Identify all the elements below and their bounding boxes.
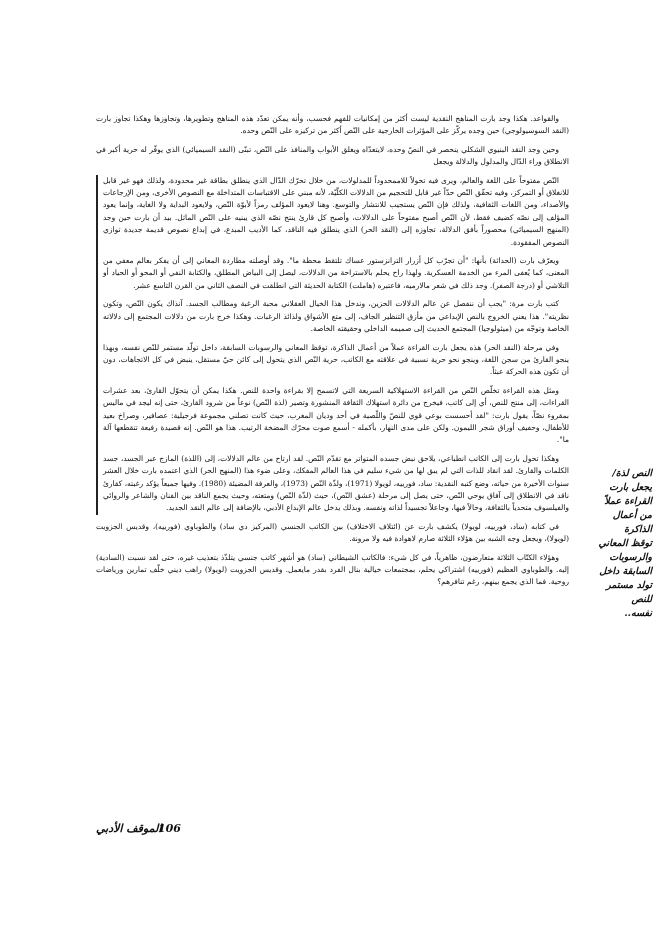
pull-quote-line: توقظ المعاني والرسوبات bbox=[598, 538, 652, 563]
paragraph: النّص مفتوحاً على اللغة والعالم، ويرى فيه تحولاً للاممحدوداً للمدلولات، من خلال تحرّك الدّال الذي ينطلق بطاقة غير محدودة، ولذلك فهو غير قابل للانغلاق أو التمركز، وفيه تحقّق النّص حدّاً غير قابل للتحجيم من الدلالات الكلّيّة، لأنه مبني على الاقتباسات المتداخلة مع النصوص الأخرى، ومن الإرجاعات والأصداء، ومن اللغات الثقافية، ولذلك فإن النّص يستجيب للانتشار والتوسع. وهنا لايعود المؤلف رمزاً لأبوّة النّص، ولايعود البداية ولا الغاية، وإنما يعود المؤلف إلى نصّه كضيف فقط، لأن النّص أصبح مفتوحاً على الدلالات، وأصبح كل قارئ ينتج نصّه الذي يبنيه على النّص الماثل. بيد أن بارت حين وجد (المنهج السيميائي) محصوراً بأفق الدلالة، تجاوزه إلى (النقد الحر) الذي ينطلق فيه الناقد، كما الأديب المبدع، في إبداع نصوص قديمة جديدة توازي النصوص المفقودة. bbox=[103, 175, 569, 247]
pull-quote bbox=[586, 467, 652, 621]
pull-quote-line: نفسه.. bbox=[624, 608, 652, 619]
paragraph: كتب بارت مرة: "يجب أن ننفصل عن عالم الدلالات الحزين، وندخل هذا الخيال العقلاني محبة الرغبة ومطالب الجسد. آنذاك يكون النّص، وتكون نظريته". هذا يعني الخروج بالنص الإبداعي من مأزق التنظير الجاف، إلى متع الأشواق ولذائذ الرغبات. وهكذا خرج بارت من دلالات المجتمع إلى دلالاته الخاصة وتوجّه من (ميثولوجيا) المجتمع الحديث إلى صميمه الداخلي وحقيقته الخاصة. bbox=[103, 299, 569, 334]
paragraph: وفي مرحلة (النقد الحر) هذه يجعل بارت القراءة عملاً من أعمال الذاكرة، توقظ المعاني والرسوبات السابقة، داخل تولّد مستمر للنّص نفسه، وبهذا ينجو القارئ من سجن اللغة، وينجو نحو حرية نسبية في علاقته مع الكاتب، حرية النّص الذي يتحول إلى كائن حيّ مستقل، ينبض في كل الاتجاهات، دون أن تكون هذه الحركة عبثاً. bbox=[103, 342, 569, 377]
article-body bbox=[96, 113, 569, 595]
paragraph: ويعرّف بارت (الحداثة) بأنها: "أن تجرّب كل أزرار الترانزستور عساك تلتقط محطة ما". وقد أوصلته مطاردة المعاني إلى أن يفكر بعالم معفي من المعنى، كما يُعفى المرء من الخدمة العسكرية. ولهذا راح يحلم بالاستراحة من الدلالات، ليصل إلى البياض المطلق، والكتابة النفي أو المحو أو الحياد أو التلاشي أو (درجة الصفر). وجد ذلك في شعر مالارميه، فاعتبره (هاملت) الكتابة الحديثة التي انطلقت في النصف الثاني من القرن التاسع عشر. bbox=[103, 256, 569, 290]
paragraph: في كتابه (ساد، فورييه، لويولا) يكشف بارت عن (ائتلاف الاختلاف) بين الكاتب الجنسي (المركيز دي ساد) والطوباوي (فورييه)، وقديس الجزويت (لويولا)، ويجعل وجه الشبه بين هؤلاء الثلاثة صارم لاهوادة فيه ولا مرونة. bbox=[96, 521, 569, 544]
paragraph: ومثل هذه القراءة تخلّص النّص من القراءة الاستهلاكية السريعة التي لاتسمح إلا بقراءة واحدة للنص. هكذا يمكن أن يتحوّل القارئ، بعد عشرات القراءات، إلى منتج للنص، أي إلى كاتب، فيخرج من دائرة استهلاك الثقافة المنشورة وتصير (لذة النّص) نوعاً من شرود القارئ، حتى إنه ليجد في ماليس بمقروء نصّاً، يقول بارت: "لقد أحسست بوعي قوي للنصّ واللّصية في أحد وديان المغرب، حيث كانت تصلني مجموعة فرجيلية: عصافير، وصراخ بعيد للأطفال، وحفيف أوراق شجر الليمون. ولكن على مدى النهار، بأكمله - أسمع صوت محرّك المضخة الرتيب. هذا هو النّص. إنه قصيدة رفيعة تتقطعها آلة ما". bbox=[103, 385, 569, 445]
pull-quote-line: النص لذة/ bbox=[612, 468, 652, 479]
pull-quote-line: يجعل بارت القراءة عملاً bbox=[604, 482, 652, 507]
journal-name: الموقف الأدبي bbox=[96, 822, 162, 835]
paragraph: والقواعد. هكذا وجد بارت المناهج النقدية ليست أكثر من إمكانيات للفهم فحسب، وأنه يمكن تعدّد هذه المناهج وتطويرها، وتجاوزها وهكذا تجاوز بارت (النقد السوسيولوجي) حين وجده يركّز على المؤثرات الخارجية على النّص أكثر من تركيزه على النّص وحده. bbox=[96, 114, 569, 136]
page-number: 106 bbox=[158, 822, 181, 835]
pull-quote-line: من أعمال الذاكرة bbox=[612, 510, 652, 535]
pull-quote-line: السابقة داخل bbox=[599, 566, 652, 577]
paragraph: وهكذا تحول بارت إلى الكاتب انطباعي، يلاحق نبض جسده المتواتر مع تقدّم النّص. لقد ارتاح من عالم الدلالات، إلى (اللذة) المازج عبر الجسد، جسد الكلمات والقارئ. لقد انقاد للذات التي لم يبق لها من شيء سليم في هذا العالم المفكك، وعلى ضوء هذا (المنهج الحر) الذي اعتمده بارت خلال العشر سنوات الأخيرة من حياته، وضع كتبه النقدية: ساد، فورييه، لويولا (1971)، ولذّة النّص (1973)، والعرفة المضيئة (1980). وفيها جميعاً يؤكد رغبته، كقارئ ناقد في الانطلاق إلى آفاق يوحي النّص، حتى يصل إلى مرحلة (عشق النّص)، حيث (لذّة النّص) ومتعته، وحيث يجمع الناقد بين الفنان والشاعر والروائي والفيلسوف متحدياً بالثقافة، وحالاً فيها، وجاعلاً تجسيداً لذاته ونفسه. وبذلك يدخل عالم الإبداع الأدبي، بالإضافة إلى عالم النقد الجديد. bbox=[103, 453, 569, 513]
paragraph: وحين وجد النقد البنيوي الشكلي ينحصر في النصّ وحده، لايتعدّاه ويغلق الأبواب والمنافذ على النّص، تبنّى (النقد السيميائي) الذي يوفّر له حرية أكبر في الانطلاق وراء الدّال والمدلول والدلالة ويجعل bbox=[96, 144, 569, 167]
pull-quote-line: تولد مستمر للنص bbox=[606, 580, 652, 605]
page-footer bbox=[0, 822, 661, 846]
paragraph: وهؤلاء الكتّاب الثلاثة متعارضون، ظاهرياً، في كل شيء: فالكاتب الشيطاني (ساد) هو أشهر كاتب جنسي يتلذّذ بتعذيب غيره، حتى لقد نسبت (السادية) إليه. والطوباوي العظيم (فورييه) اشتراكي يحلم، بمجتمعات خيالية بنال الفرد بقدر مايعمل. وقديس الجزويت (لويولا) راهب ديني خلّف تمارين ورياضات روحية. فما الذي يجمع بينهم، رغم تنافرهم؟ bbox=[96, 552, 569, 587]
boxed-section bbox=[96, 175, 569, 515]
